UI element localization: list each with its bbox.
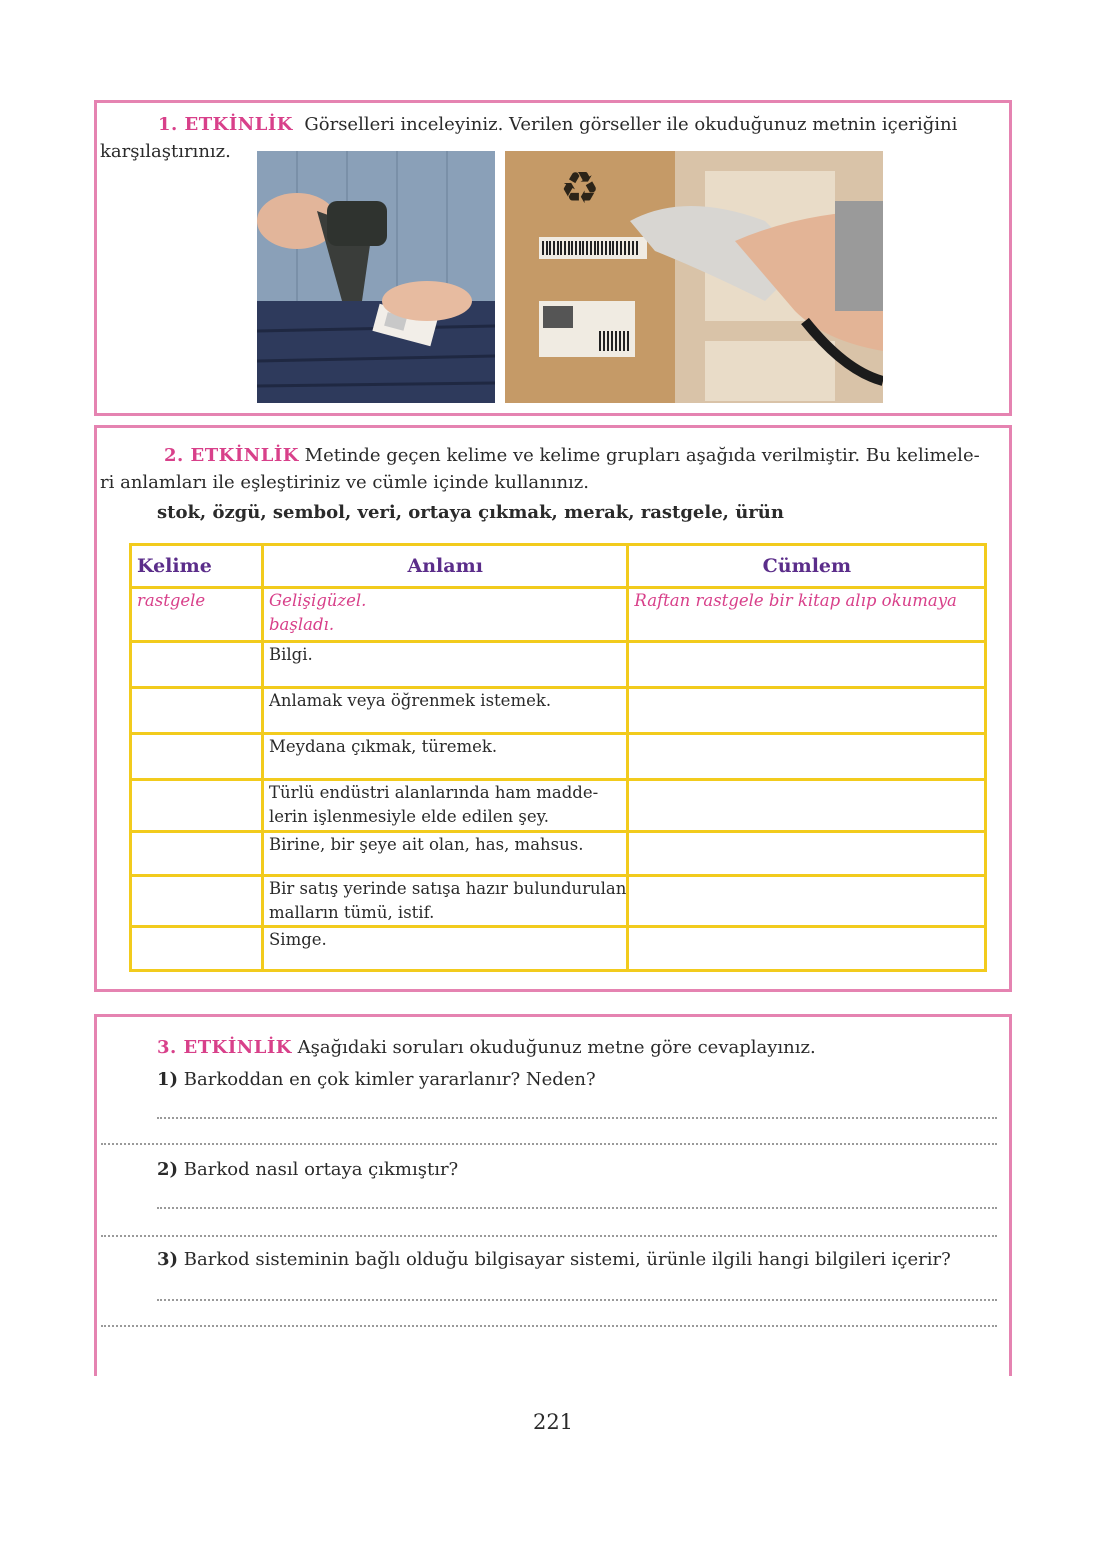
activity-2-label: 2. ETKİNLİK [164,445,299,466]
answer-line[interactable] [101,1325,997,1327]
header-cumlem: Cümlem [628,545,986,588]
meaning-cell: Meydana çıkmak, türemek. [263,734,628,780]
activity-1-instructions [100,111,1008,162]
page-number: 221 [532,1410,574,1434]
meaning-cell: Birine, bir şeye ait olan, has, mahsus. [263,832,628,876]
table-row [131,688,986,734]
activity-1-label: 1. ETKİNLİK [158,114,293,135]
activity-3-box [94,1014,1012,1376]
activity-3-text: Aşağıdaki soruları okuduğunuz metne göre cevaplayınız. [297,1037,816,1058]
word-cell[interactable] [131,927,263,971]
question-3: 3) Barkod sisteminin bağlı olduğu bilgisayar sistemi, ürünle ilgili hangi bilgileri içerir? [157,1249,951,1270]
table-row [131,734,986,780]
activity-1-text: Görselleri inceleyiniz. Verilen görseller ile okuduğunuz metnin içeriğini [304,114,958,135]
table-header-row [131,545,986,588]
meaning-cell: Anlamak veya öğrenmek istemek. [263,688,628,734]
answer-line[interactable] [157,1117,997,1119]
answer-line[interactable] [101,1235,997,1237]
vocabulary-table [129,543,987,972]
activity-2-box [94,425,1012,992]
answer-line[interactable] [101,1143,997,1145]
example-word: rastgele [131,588,263,642]
barcode-scanner-boxes-photo [505,151,883,403]
word-cell[interactable] [131,642,263,688]
table-row [131,642,986,688]
sentence-cell[interactable] [628,780,986,832]
sentence-cell[interactable] [628,927,986,971]
meaning-cell: Türlü endüstri alanlarında ham madde- lerin işlenmesiyle elde edilen şey. [263,780,628,832]
sentence-cell[interactable] [628,876,986,927]
activity-1-box [94,100,1012,416]
activity-2-text-line2: ri anlamları ile eşleştiriniz ve cümle içinde kullanınız. [100,472,590,493]
example-meaning: Gelişigüzel. başladı. [263,588,628,642]
example-sentence: Raftan rastgele bir kitap alıp okumaya [628,588,986,642]
sentence-cell[interactable] [628,832,986,876]
activity-3-label: 3. ETKİNLİK [157,1037,292,1058]
word-cell[interactable] [131,688,263,734]
word-cell[interactable] [131,780,263,832]
answer-line[interactable] [157,1299,997,1301]
table-row [131,588,986,642]
activity-2-text: Metinde geçen kelime ve kelime grupları aşağıda verilmiştir. Bu kelimele- [304,445,980,466]
word-list: stok, özgü, sembol, veri, ortaya çıkmak, merak, rastgele, ürün [157,502,784,523]
sentence-cell[interactable] [628,734,986,780]
question-2: 2) Barkod nasıl ortaya çıkmıştır? [157,1159,459,1180]
answer-line[interactable] [157,1207,997,1209]
header-kelime: Kelime [131,545,263,588]
barcode-scanner-jeans-photo [257,151,495,403]
table-row [131,832,986,876]
question-1: 1) Barkoddan en çok kimler yararlanır? Neden? [157,1069,596,1090]
meaning-cell: Simge. [263,927,628,971]
table-row [131,927,986,971]
svg-text:♻: ♻ [560,163,600,214]
table-row [131,780,986,832]
word-cell[interactable] [131,876,263,927]
meaning-cell: Bir satış yerinde satışa hazır bulundurulan malların tümü, istif. [263,876,628,927]
word-cell[interactable] [131,734,263,780]
activity-3-instructions [157,1037,816,1058]
sentence-cell[interactable] [628,688,986,734]
word-cell[interactable] [131,832,263,876]
activity-1-text-line2: karşılaştırınız. [100,141,231,162]
header-anlami: Anlamı [263,545,628,588]
sentence-cell[interactable] [628,642,986,688]
table-row [131,876,986,927]
activity-2-instructions [100,442,1008,496]
meaning-cell: Bilgi. [263,642,628,688]
